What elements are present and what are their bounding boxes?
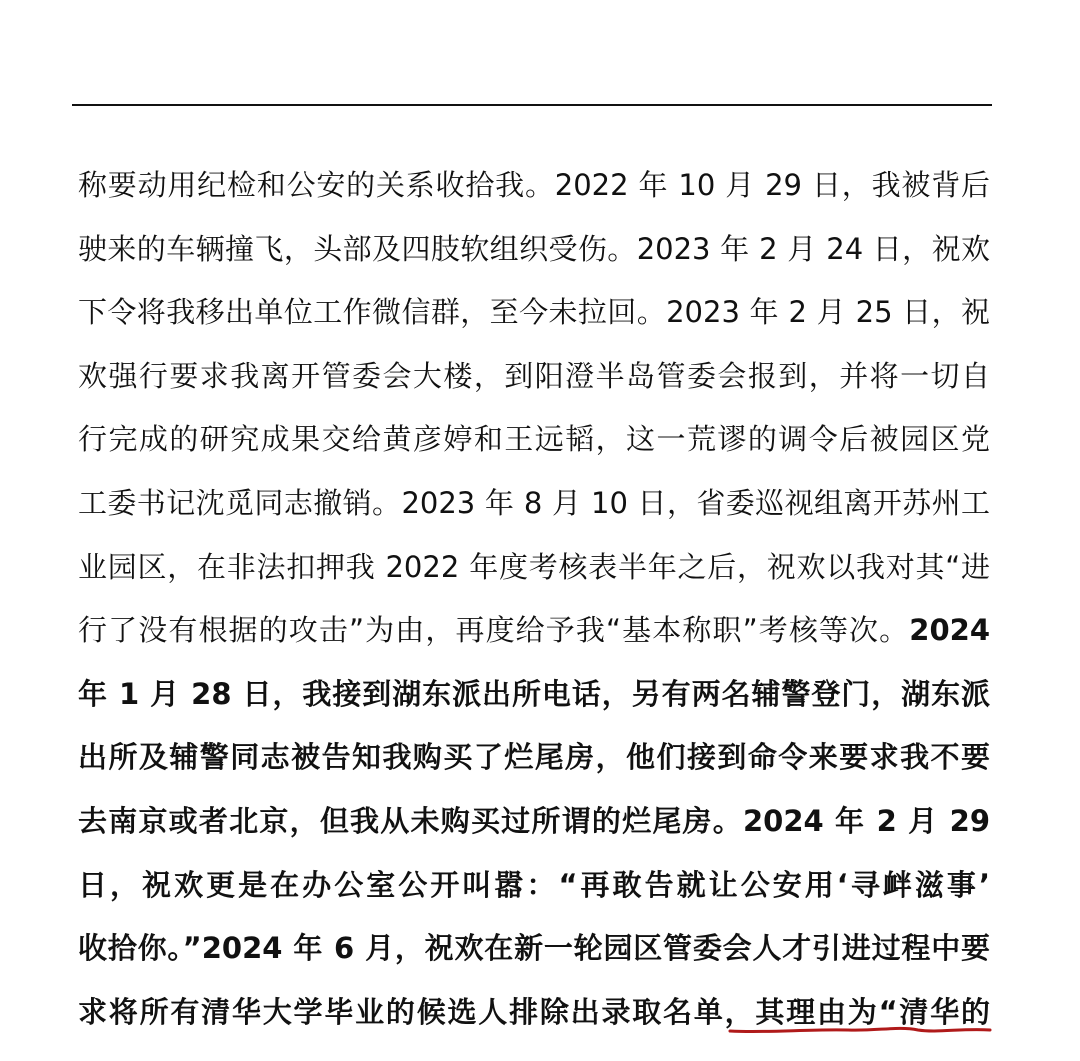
text-segment: 去南京或者北京，但我从未购买过所谓的烂尾房。2024 年 2 月 29 (78, 803, 990, 838)
header-rule (72, 104, 992, 106)
text-line (78, 860, 990, 924)
text-segment: 求将所有清华大学毕业的候选人排除出录取名单，其理由为“清华的 (78, 994, 990, 1029)
text-line (78, 224, 990, 288)
text-line (78, 160, 990, 224)
text-line (78, 987, 990, 1051)
text-line (78, 605, 990, 669)
text-segment: 2024 (909, 613, 990, 648)
text-segment: 工委书记沈觅同志撤销。2023 年 8 月 10 日，省委巡视组离开苏州工 (78, 485, 990, 520)
text-segment: 行完成的研究成果交给黄彦婷和王远韬，这一荒谬的调令后被园区党 (78, 422, 990, 457)
text-segment: 出所及辅警同志被告知我购买了烂尾房，他们接到命令来要求我不要 (78, 740, 990, 775)
text-segment: 欢强行要求我离开管委会大楼，到阳澄半岛管委会报到，并将一切自 (78, 358, 990, 393)
text-segment: 日，祝欢更是在办公室公开叫嚣：“再敢告就让公安用‘寻衅滋事’ (78, 867, 990, 902)
text-segment: 称要动用纪检和公安的关系收拾我。2022 年 10 月 29 日，我被背后 (78, 168, 990, 202)
text-segment: 驶来的车辆撞飞，头部及四肢软组织受伤。2023 年 2 月 24 日，祝欢 (78, 231, 990, 266)
text-segment: 年 1 月 28 日，我接到湖东派出所电话，另有两名辅警登门，湖东派 (78, 676, 990, 711)
text-segment: 收拾你。”2024 年 6 月，祝欢在新一轮园区管委会人才引进过程中要 (78, 931, 990, 966)
text-line (78, 669, 990, 733)
text-line (78, 351, 990, 415)
text-line (78, 923, 990, 987)
text-line (78, 287, 990, 351)
text-segment: 业园区，在非法扣押我 2022 年度考核表半年之后，祝欢以我对其“进 (78, 549, 990, 584)
text-line (78, 732, 990, 796)
text-line (78, 414, 990, 478)
text-line (78, 478, 990, 542)
red-handwritten-underline (728, 1022, 992, 1036)
text-segment: 下令将我移出单位工作微信群，至今未拉回。2023 年 2 月 25 日，祝 (78, 295, 990, 330)
text-segment: 行了没有根据的攻击”为由，再度给予我“基本称职”考核等次。 (78, 613, 910, 648)
text-line (78, 796, 990, 860)
document-body (78, 160, 990, 1050)
text-line (78, 542, 990, 606)
